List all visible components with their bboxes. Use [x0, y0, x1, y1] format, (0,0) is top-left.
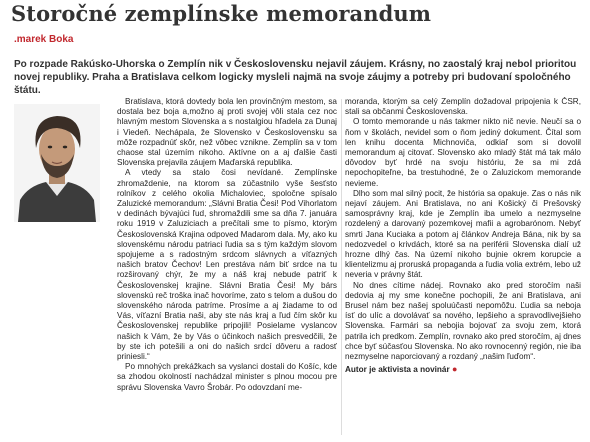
paragraph: No dnes cítime nádej. Rovnako ako pred storočím naši dedovia aj my sme konečne pochopili, že ani Bratislava, ani Brusel nám bez našej spoluúčasti nepomôžu. Ľudia sa nebojа ísť do ulíc a dovolávať sa nového, lepšieho a spravodlivejšieho Slovenska. Farmári sa nebojia bojovať za svoju zem, ktorá patrila ich predkom. Zemplín, rovnako ako pred storočím, aj dnes chce byť súčasťou Slovenska. No ako rovnocenný región, nie iba nezmyselne naporciovaný a rozdaný „našim ľuďom“.	[345, 280, 581, 362]
author-photo	[14, 104, 100, 222]
paragraph: Dlho som mal silný pocit, že história sa opakuje. Zas o nás nik nejaví záujem. Ani Bratislava, no ani Košický či Prešovský samosprávny kraj, kde je Zemplín iba umelo a nezmyselne rozdelený a darovaný pozemkovej mafii a agrobarónom. Nebyť smrti Jana Kuciaka a potom aj článkov Andreja Bána, nik by sa nedozvedel o krivdách, ktoré sa na periférii Slovenska dialí už hrozne dlhý čas. Na území nikoho bujnie okrem korupcie a klientelizmu aj proruská propaganda a ľudia volia extrém, lebo už neveria v právny štát.	[345, 188, 581, 280]
author-byline: .marek Boka	[14, 34, 74, 45]
paragraph: O tomto memorande u nás takmer nikto nič nevie. Neučí sa o ňom v školách, nevidel som o ňom jediný dokument. Čítal som len knihu docenta Michnoviča, odkiaľ som si dovolil memorandum aj citovať. Slovensko ako mladý štát má tak málo dôvodov byť hrdé na svoju históriu, že sa mi zdá nepochopiteľne, ba trestuhodné, že o Zaluzickom memorande nevieme.	[345, 117, 581, 188]
photo-eye-right	[63, 146, 67, 149]
paragraph: A vtedy sa stalo čosi nevídané. Zemplínske zhromaždenie, na ktorom sa zúčastnilo vyše šesťsto rolníkov z celého okolia Michaloviec, spoločne spísalo Zaluzické memorandum: „Slávni Bratia Česi! Pod Vihorlatom v dedinách bývajúci ľud, shromaždili sme sa dňa 7. januára roku 1919 v Zaluziciach a prečítali sme to písmo, ktorým Československá Krajina odpoved Madarom dala. My, ako ku slovenskému národu patriaci ľudia sa s tým každým slovom spojujeme a s radostným srdcom slávnych a víťazných našich bratov Čechov! Len prestáva nám biť srdce na tu rozširovaný chýr, že my a náš kraj nebude patriť k Československej krajine. Slávni Bratia Česi! My bárs slovenskú reč troška inač hovoríme, zato s telom a dušou do slovenského národa patríme. Prosíme a aj žiadame to od Vás, víťazní Bratia naši, aby ste nás kraj a ľud čím skôr ku Československej republike pripojili! Posielame vyslancov našich k Vám, že by Vás o účinkoch našich presvedčili, že by ste ich potešili a oni do našich srdcí dôveru a radosť priniesli.“	[117, 168, 337, 362]
paragraph: Po mnohých prekážkach sa vyslanci dostali do Košíc, kde sa zhodou okolností nachádzal minister s plnou mocou pre správu Slovenska Vavro Šrobár. Po odovzdaní me-	[117, 362, 337, 392]
article-lead: Po rozpade Rakúsko-Uhorska o Zemplín nik v Československu nejavil záujem. Krásny, no zaostalý kraj nebol prioritou novej republiky. Praha a Bratislava celkom logicky mysleli najmä na svoje záujmy a potreby pri budovaní spoločného štátu.	[14, 59, 577, 96]
article-column-2	[345, 97, 581, 437]
author-signature	[345, 364, 581, 375]
article-title: Storočné zemplínske memorandum	[11, 1, 432, 26]
article-column-1	[117, 97, 337, 437]
signature-bullet-icon: ●	[451, 364, 458, 375]
paragraph: moranda, ktorým sa celý Zemplín dožadoval pripojenia k ČSR, stali sa občanmi Československa.	[345, 97, 581, 117]
paragraph: Bratislava, ktorá dovtedy bola len provinčným mestom, sa dostala bez boja a,možno aj proti svojej vôli stala cez noc hlavným mestom Slovenska a s nostalgiou hľadela za Dunaj i Viedeň. Nechápala, že Slovensko v Československu sa môže rozpadnúť skôr, než vôbec vznikne. Zemplín sa v tom chaose stal územím nikoho. Aktívne on a aj ďalšie časti Slovenska prejavila záujem Maďarská republika.	[117, 97, 337, 168]
column-divider	[341, 99, 342, 435]
signature-text: Autor je aktivista a novinár	[345, 365, 450, 375]
photo-eye-left	[48, 146, 52, 149]
